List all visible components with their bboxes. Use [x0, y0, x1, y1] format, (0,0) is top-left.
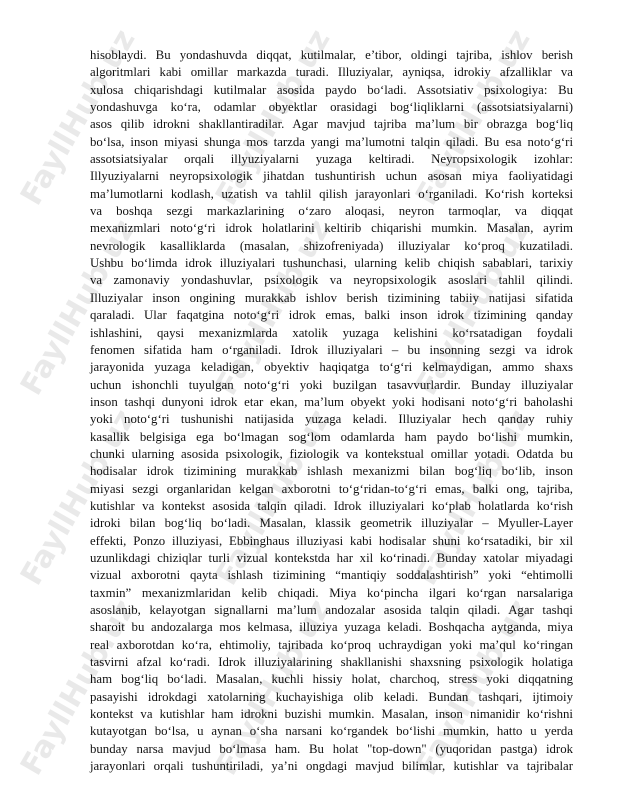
text-line: qaraladi. Ular faqatgina noto‘g‘ri idrok emas, balki inson idrok tizimining qanday [90, 308, 573, 323]
text-line: asos qilib idrokni shakllantiradilar. Agar mavjud tajriba ma’lum bir obrazga bog‘liq [90, 117, 573, 132]
text-line: asoslanib, kelayotgan signallarni ma’lum andozalar asosida talqin qiladi. Agar tashqi [90, 603, 573, 617]
text-line: ham bog‘liq bo‘ladi. Masalan, kuchli hissiy holat, charchoq, stress yoki diqqatning [90, 672, 573, 687]
text-line: chunki ularning asosida psixologik, fiziologik va kontekstual omillar yotadi. Odatda bu [90, 446, 573, 461]
watermark-logo: FayllHub.uz [208, 213, 338, 402]
text-line: uzunlikdagi chiziqlar turli vizual kontekstda har xil ko‘rinadi. Bunday xatolar miyadagi [90, 550, 573, 565]
watermark-logo: FayllHub.uz [13, 213, 143, 402]
text-line: fenomen sifatida ham o‘rganiladi. Idrok illuziyalari – bu insonning sezgi va idrok [90, 342, 573, 357]
watermark-logo: FayllHub.uz [408, 23, 538, 212]
text-line: bo‘lsa, inson miyasi shunga mos tarzda yangi ma’lumotni talqin qiladi. Bu esa noto‘g‘ri [90, 134, 573, 149]
watermark-logo: FayllHub.uz [408, 403, 538, 592]
text-line: taxmin” mexanizmlaridan kelib chiqadi. Miya ko‘pincha ilgari ko‘rgan narsalariga [90, 585, 573, 600]
text-line: kasallik belgisiga ega bo‘lmagan sog‘lom odamlarda ham paydo bo‘lishi mumkin, [90, 429, 573, 444]
text-line: inson tashqi dunyoni idrok etar ekan, ma’lum obyekt yoki hodisani noto‘g‘ri baholashi [90, 394, 573, 409]
text-line: sharoit bu andozalarga mos kelmasa, illuziya yuzaga keladi. Boshqacha aytganda, miya [90, 620, 573, 635]
text-line: ma’lumotlarni kodlash, uzatish va tahlil qilish jarayonlari o‘rganiladi. Ko‘rish korteksi [90, 186, 573, 201]
text-line: assotsiatsiyalar orqali illyuziyalarni yuzaga keltiradi. Neyropsixologik izohlar: [90, 152, 573, 167]
watermark-logo: FayllHub.uz [208, 593, 338, 782]
text-line: Illyuziyalarni neyropsixologik jihatdan tushuntirish uchun asosan miya faoliyatidagi [90, 169, 573, 184]
text-line: xulosa chiqarishdagi kutilmalar asosida paydo bo‘ladi. Assotsiativ psixologiya: Bu [90, 82, 573, 97]
text-line: va boshqa sezgi markazlarining o‘zaro aloqasi, neyron tarmoqlar, va diqqat [90, 204, 573, 219]
watermark-logo: FayllHub.uz [13, 403, 143, 592]
text-line: real axborotdan ko‘ra, ehtimoliy, tajribada ko‘proq uchraydigan yoki ma’qul ko‘ringan [90, 637, 573, 652]
text-line: miyasi sezgi organlaridan kelgan axborotni to‘g‘ridan-to‘g‘ri emas, balki ong, tajriba, [90, 481, 573, 496]
text-line: effekti, Ponzo illuziyasi, Ebbinghaus illuziyasi kabi hodisalar shuni ko‘rsatadiki, bir xil [90, 533, 573, 548]
watermark-logo: FayllHub.uz [208, 403, 338, 592]
text-line: vizual axborotni qayta ishlash tizimining “mantiqiy soddalashtirish” yoki “ehtimolli [90, 568, 573, 583]
text-line: nevrologik kasalliklarda (masalan, shizofreniyada) illuziyalar ko‘proq kuzatiladi. [90, 238, 573, 253]
text-line: mexanizmlari noto‘g‘ri idrok holatlarini keltirib chiqarishi mumkin. Masalan, ayrim [90, 221, 573, 236]
text-line: yoki noto‘g‘ri tushunishi natijasida yuzaga keladi. Illuziyalar hech qanday ruhiy [90, 412, 573, 427]
text-line: tasvirni afzal ko‘radi. Idrok illuziyalarining shakllanishi shaxsning psixologik holatiga [90, 655, 573, 670]
text-line: ishlashini, qaysi mexanizmlarda xatolik yuzaga kelishini ko‘rsatadigan foydali [90, 325, 573, 340]
text-line: yondashuvga ko‘ra, odamlar obyektlar orasidagi bog‘liqliklarni (assotsiatsiyalarni) [90, 100, 573, 115]
text-line: Illuziyalar inson ongining murakkab ishlov berish tizimining tabiiy natijasi sifatida [90, 290, 573, 305]
text-line: hisoblaydi. Bu yondashuvda diqqat, kutilmalar, e’tibor, oldingi tajriba, ishlov berish [90, 48, 573, 62]
text-line: Ushbu bo‘limda idrok illuziyalari tushunchasi, ularning kelib chiqish sabablari, tarixiy [90, 256, 573, 271]
text-line: kontekst va kutishlar ham idrokni buzishi mumkin. Masalan, inson nimanidir ko‘rishni [90, 707, 573, 722]
text-line: bunday narsa mavjud bo‘lmasa ham. Bu holat "top-down" (yuqoridan pastga) idrok [90, 741, 573, 756]
watermark-logo: FayllHub.uz [408, 593, 538, 782]
text-line: va zamonaviy yondashuvlar, psixologik va neyropsixologik asoslari tahlil qilindi. [90, 273, 573, 288]
watermark-logo: FayllHub.uz [408, 213, 538, 402]
text-line: jarayonida yuzaga keladigan, obyektiv haqiqatga to‘g‘ri kelmaydigan, ammo shaxs [90, 360, 573, 375]
body-text [90, 47, 573, 775]
text-line: hodisalar idrok tizimining murakkab ishlash mexanizmi bilan bog‘liq bo‘lib, inson [90, 464, 573, 479]
watermark-logo: FayllHub.uz [208, 23, 338, 212]
text-line: jarayonlari orqali tushuntiriladi, ya’ni ongdagi mavjud bilimlar, kutishlar va tajribalar [90, 759, 573, 774]
text-line: kutishlar va kontekst asosida talqin qiladi. Idrok illuziyalari ko‘plab holatlarda ko‘rish [90, 498, 573, 513]
watermark-logo: FayllHub.uz [13, 593, 143, 782]
watermark-logo: FayllHub.uz [13, 23, 143, 212]
text-line: pasayishi idrokdagi xatolarning kuchayishiga olib keladi. Bundan tashqari, ijtimoiy [90, 689, 573, 704]
text-line: kutayotgan bo‘lsa, u aynan o‘sha narsani ko‘rgandek bo‘lishi mumkin, hatto u yerda [90, 724, 573, 739]
text-line: idroki bilan bog‘liq bo‘ladi. Masalan, klassik geometrik illuziyalar – Myuller-Layer [90, 516, 573, 531]
text-line: algoritmlari kabi omillar markazda turadi. Illuziyalar, ayniqsa, idrokiy afzalliklar va [90, 65, 573, 80]
text-line: uchun ishonchli tuyulgan noto‘g‘ri yoki buzilgan tasavvurlardir. Bunday illuziyalar [90, 377, 573, 392]
